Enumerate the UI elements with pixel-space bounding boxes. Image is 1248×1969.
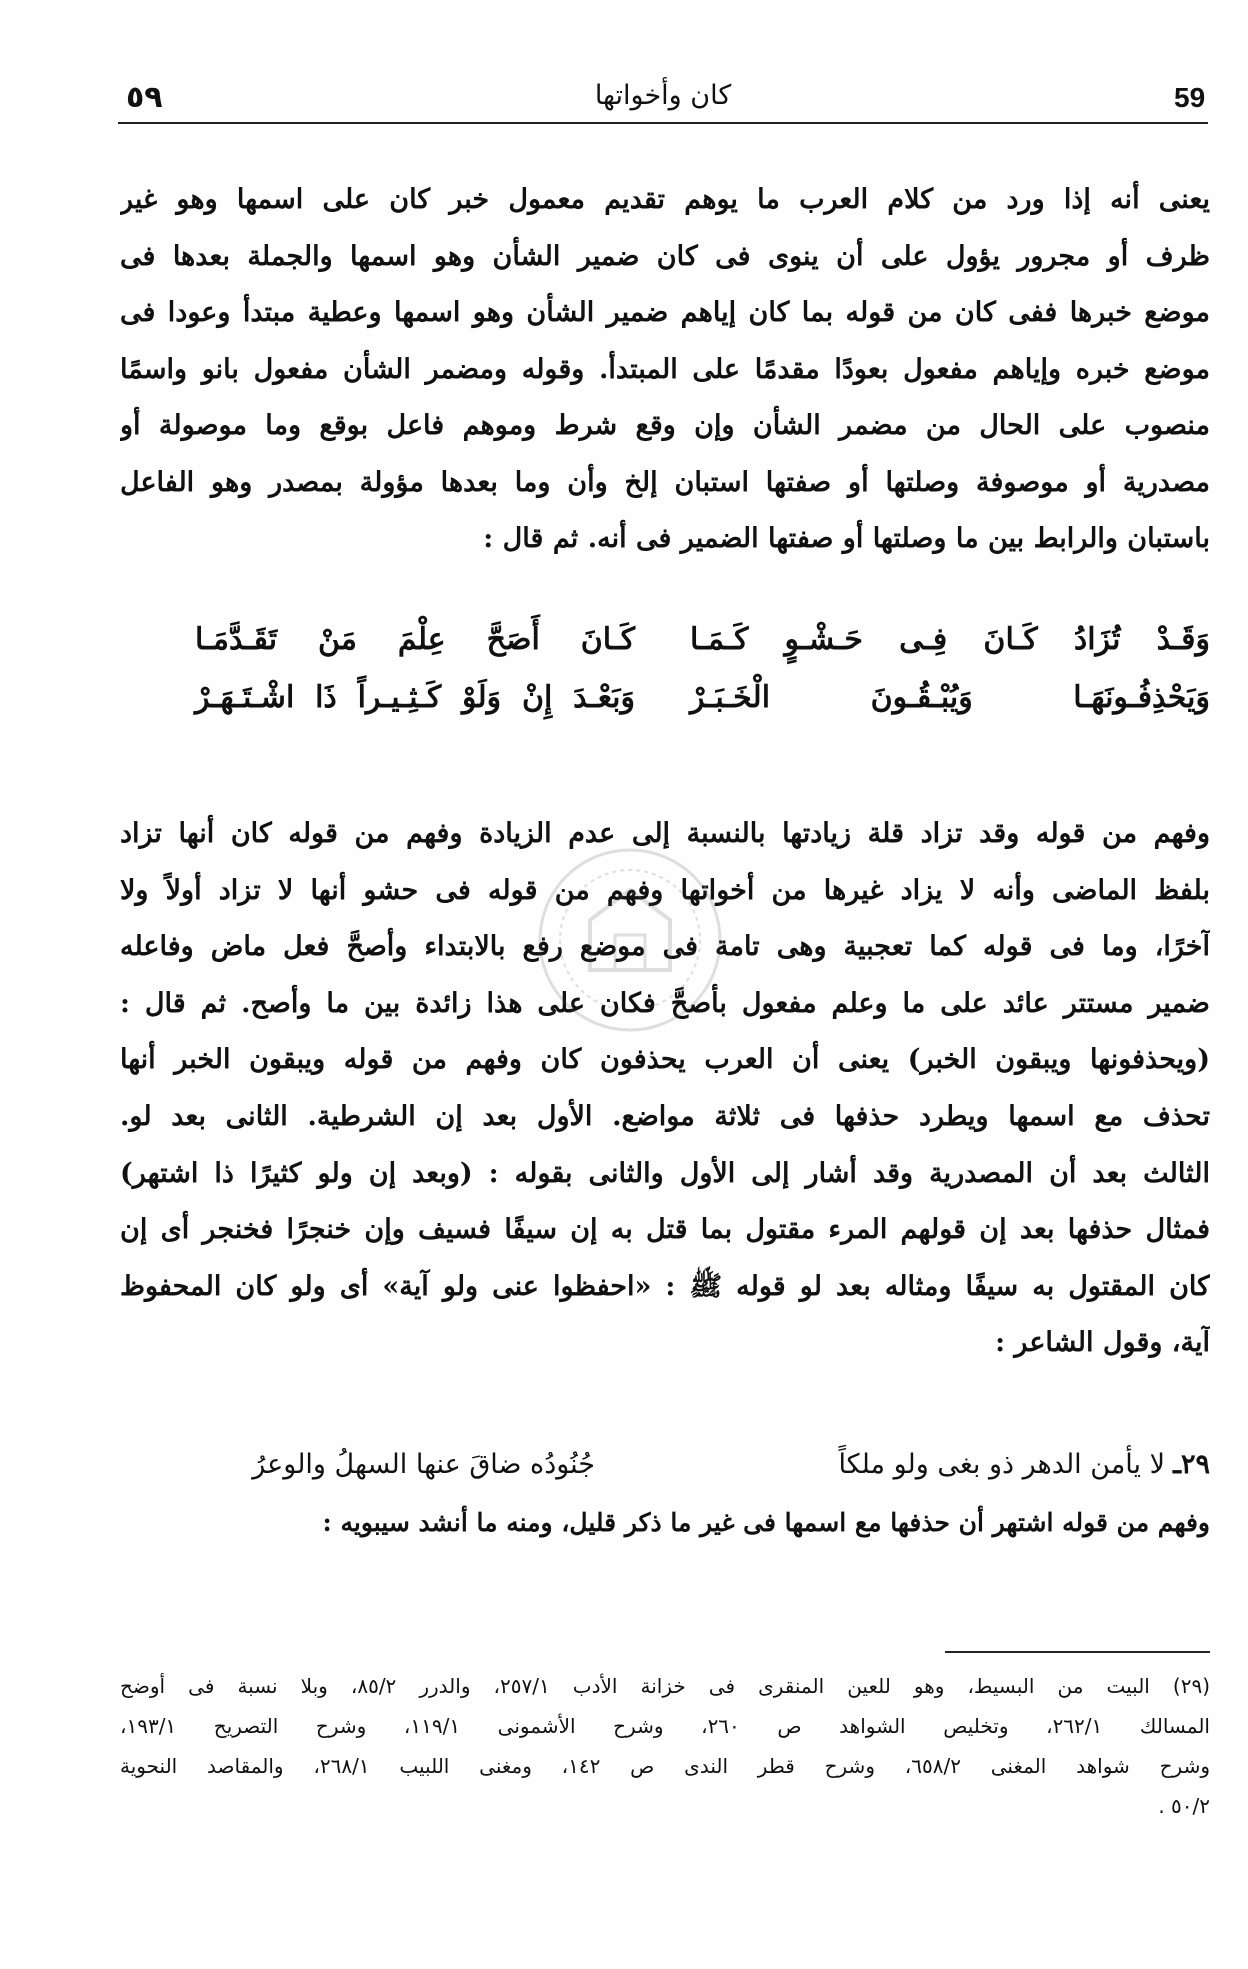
text-line: وفهم من قوله وقد تزاد قلة زيادتها بالنسبة إلى عدم الزيادة وفهم من قوله كان أنها تزاد xyxy=(120,818,1210,849)
footnote-line: المسالك ٢٦٢/١، وتخليص الشواهد ص ٢٦٠، وشرح الأشمونى ١١٩/١، وشرح التصريح ١٩٣/١، xyxy=(120,1714,1210,1738)
verse-hemistich: وَيَحْذِفُـونَهَـا وَيُبْـقُـونَ الْخَـبَـرْ xyxy=(690,680,1210,715)
verse-line xyxy=(120,622,1210,680)
text-line: تحذف مع اسمها ويطرد حذفها فى ثلاثة مواضع. الأول بعد إن الشرطية. الثانى بعد لو. xyxy=(120,1100,1210,1132)
text-line: مصدرية أو موصوفة وصلتها أو صفتها استبان إلخ وأن وما بعدها مؤولة بمصدر وهو الفاعل xyxy=(120,466,1210,498)
page-number-arabic: ٥٩ xyxy=(126,80,163,115)
paragraph-commentary-1 xyxy=(120,172,1210,568)
footnote-rule xyxy=(945,1651,1210,1653)
verse-hemistich: وَبَعْـدَ إِنْ وَلَوْ كَـثِـيـراً ذَا اشْـتَـهَـرْ xyxy=(195,680,635,715)
text-line: فمثال حذفها بعد إن قولهم المرء مقتول بما قتل به إن سيفًا فسيف وإن خنجرًا فخنجر أى إن xyxy=(120,1214,1210,1246)
text-line: وفهم من قوله اشتهر أن حذفها مع اسمها فى غير ما ذكر قليل، ومنه ما أنشد سيبويه : xyxy=(322,1508,1210,1537)
alfiyya-verse xyxy=(120,622,1210,738)
text-line: منصوب على الحال من مضمر الشأن وإن وقع شرط وموهم فاعل بوقع وما موصولة أو xyxy=(120,410,1210,441)
footnote xyxy=(120,1666,1210,1826)
verse-hemistich: كَـانَ أَصَحَّ عِلْمَ مَنْ تَقَـدَّمَـا xyxy=(195,622,635,657)
text-line: موضع خبره وإياهم مفعول بعودًا مقدمًا على المبتدأ. وقوله ومضمر الشأن مفعول بانو واسمًا xyxy=(120,353,1210,385)
footnote-line: وشرح شواهد المغنى ٦٥٨/٢، وشرح قطر الندى ص ١٤٢، ومغنى اللبيب ٢٦٨/١، والمقاصد النحوية xyxy=(120,1754,1210,1778)
text-line: كان المقتول به سيفًا ومثاله بعد لو قوله ﷺ : «احفظوا عنى ولو آية» أى ولو كان المحفوظ xyxy=(120,1270,1210,1302)
text-line: (ويحذفونها ويبقون الخبر) يعنى أن العرب يحذفون كان وفهم من قوله ويبقون الخبر أنها xyxy=(120,1044,1210,1076)
page-number-latin: 59 xyxy=(1174,82,1206,113)
footnote-line: ٥٠/٢ . xyxy=(1158,1794,1210,1818)
verse-line xyxy=(120,680,1210,738)
header-rule xyxy=(118,122,1208,124)
text-line: ظرف أو مجرور يؤول على أن ينوى فى كان ضمير الشأن وهو اسمها والجملة بعدها فى xyxy=(120,240,1210,272)
text-line: بلفظ الماضى وأنه لا يزاد غيرها من أخواتها وفهم من قوله فى حشو أنها لا تزاد أولاً ولا xyxy=(120,874,1210,906)
text-line: موضع خبرها ففى كان من قوله بما كان إياهم ضمير الشأن وهو اسمها وعطية مبتدأ وعودا فى xyxy=(120,297,1210,328)
text-line: آية، وقول الشاعر : xyxy=(995,1327,1210,1359)
page-header xyxy=(118,78,1208,122)
text-line: آخرًا، وما فى قوله كما تعجبية وهى تامة فى موضع رفع بالابتداء وأصحَّ فعل ماض وفاعله xyxy=(120,931,1210,963)
verse-hemistich: جُنُودُه ضاقَ عنها السهلُ والوعرُ xyxy=(252,1449,595,1480)
text-line: الثالث بعد أن المصدرية وقد أشار إلى الأول والثانى بقوله : (وبعد إن ولو كثيرًا ذا اشتهر) xyxy=(120,1157,1210,1189)
verse-hemistich: لا يأمن الدهر ذو بغى ولو ملكاً xyxy=(838,1449,1165,1480)
text-line: باستبان والرابط بين ما وصلتها أو صفتها الضمير فى أنه. ثم قال : xyxy=(483,523,1210,554)
text-line: يعنى أنه إذا ورد من كلام العرب ما يوهم تقديم معمول خبر كان على اسمها وهو غير xyxy=(120,184,1210,215)
citation-number: ٢٩ـ xyxy=(1173,1449,1210,1480)
footnote-line: (٢٩) البيت من البسيط، وهو للعين المنقرى فى خزانة الأدب ٢٥٧/١، والدرر ٨٥/٢، وبلا نسبة فى أوضح xyxy=(120,1674,1210,1698)
running-title: كان وأخواتها xyxy=(594,80,732,111)
text-line: ضمير مستتر عائد على ما وعلم مفعول بأصحَّ فكان على هذا زائدة بين ما وأصح. ثم قال : xyxy=(120,987,1210,1019)
library-watermark-icon xyxy=(530,840,730,1040)
verse-hemistich: وَقَـدْ تُزَادُ كَـانَ فِـى حَـشْـوٍ كَـمَـا xyxy=(690,622,1210,657)
